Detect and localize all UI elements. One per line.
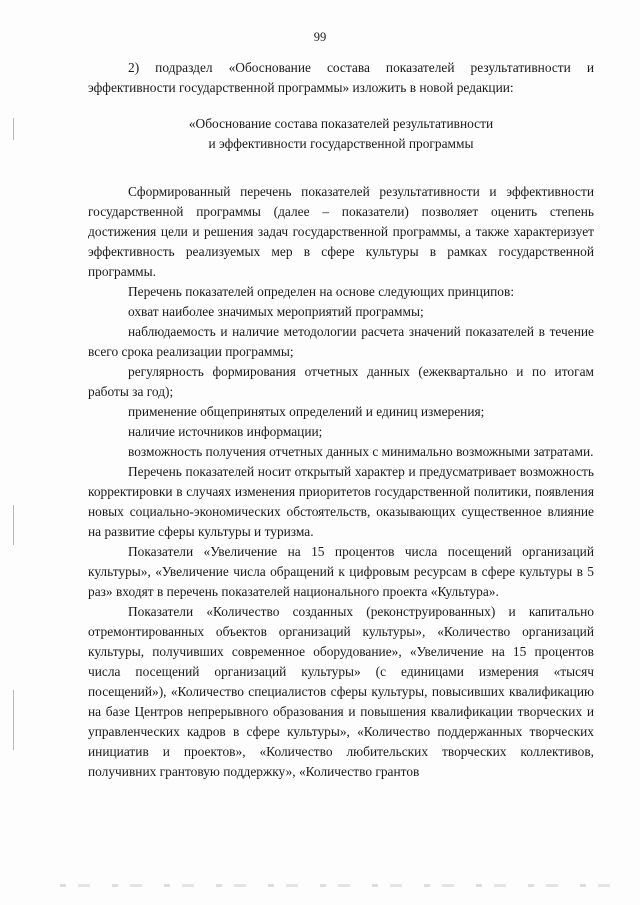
scan-noise <box>60 884 620 887</box>
list-item: применение общепринятых определений и единиц измерения; <box>128 404 485 419</box>
paragraph: Сформированный перечень показателей результативности и эффективности государственной программы (далее – показатели) позволяет оценить степень достижения цели и решения задач государственной программы, а также характеризует эффективность реализуемых мер в сфере культуры в рамках государственной программы. <box>88 184 594 279</box>
list-item: охват наиболее значимых мероприятий программы; <box>128 304 424 319</box>
document-body <box>88 58 594 782</box>
section-title-line-2: и эффективности государственной программы <box>208 136 474 151</box>
page-number: 99 <box>313 30 327 44</box>
scan-artifact <box>13 505 14 545</box>
paragraph: Перечень показателей определен на основе следующих принципов: <box>128 284 515 299</box>
scan-artifact <box>13 690 14 750</box>
list-item: наличие источников информации; <box>128 424 323 439</box>
paragraph: Показатели «Увеличение на 15 процентов числа посещений организаций культуры», «Увеличение числа обращений к цифровым ресурсам в сфере культуры в 5 раз» входят в перечень показателей национального проекта «Культура». <box>88 544 594 599</box>
section-title-line-1: «Обоснование состава показателей результативности <box>188 116 494 131</box>
scan-artifact <box>13 118 14 140</box>
list-item: наблюдаемость и наличие методологии расчета значений показателей в течение всего срока реализации программы; <box>88 324 594 359</box>
intro-paragraph: 2) подраздел «Обоснование состава показателей результативности и эффективности государственной программы» изложить в новой редакции: <box>88 60 594 95</box>
list-item: возможность получения отчетных данных с минимально возможными затратами. <box>128 444 594 459</box>
paragraph: Перечень показателей носит открытый характер и предусматривает возможность корректировки в случаях изменения приоритетов государственной политики, появления новых социально-экономических обстоятельств, оказывающих существенное влияние на развитие сферы культуры и туризма. <box>88 464 594 539</box>
paragraph: Показатели «Количество созданных (реконструированных) и капитально отремонтированных объектов организаций культуры», «Количество организаций культуры, получивших современное оборудование», «Увеличение на 15 процентов числа посещений организаций культуры» (с единицами измерения «тысяч посещений»), «Количество специалистов сферы культуры, повысивших квалификацию на базе Центров непрерывного образования и повышения квалификации творческих и управленческих кадров в сфере культуры», «Количество поддержанных творческих инициатив и проектов», «Количество любительских творческих коллективов, получивних грантовую поддержку», «Количество грантов <box>88 604 594 779</box>
section-title <box>88 114 594 154</box>
list-item: регулярность формирования отчетных данных (ежеквартально и по итогам работы за год); <box>88 364 594 399</box>
